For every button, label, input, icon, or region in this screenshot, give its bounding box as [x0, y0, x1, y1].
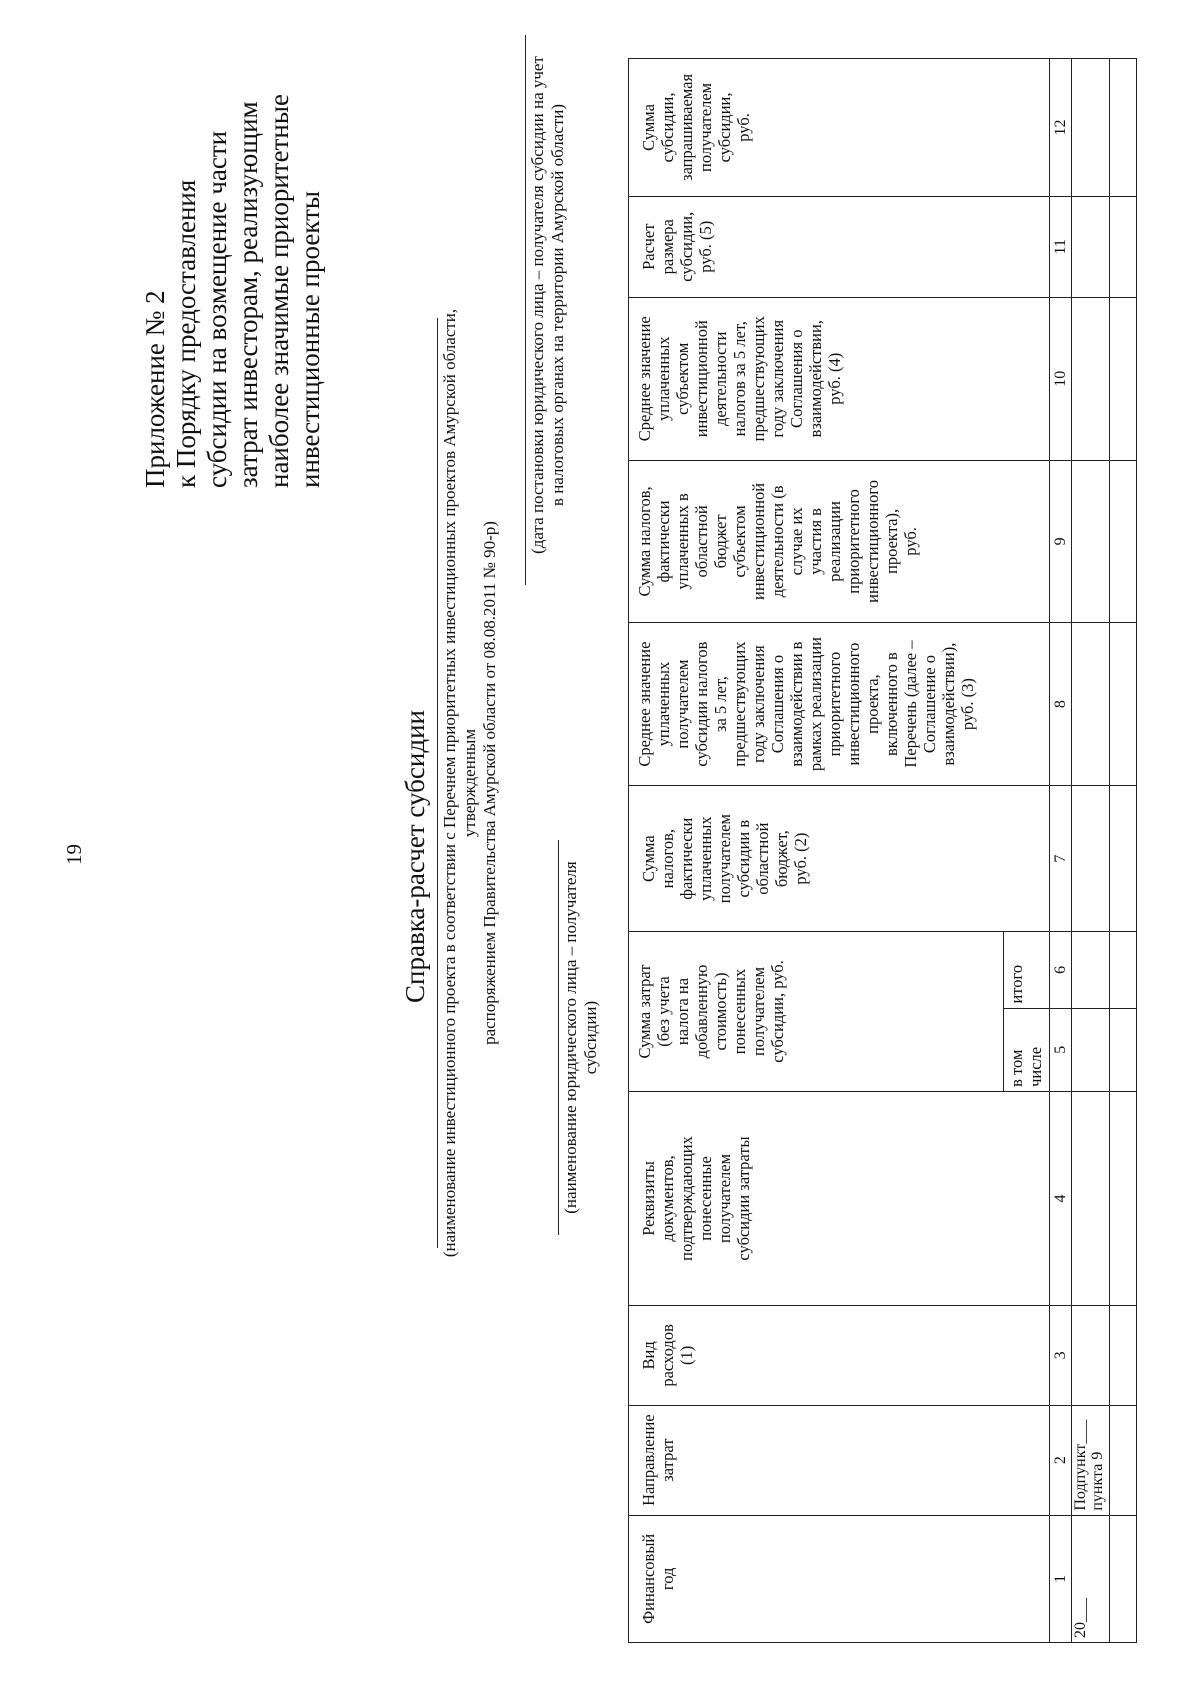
data-cell: [1072, 622, 1110, 785]
header-document-details: Реквизиты документов, подтверждающих понесенные получателем субсидии затраты: [639, 1136, 753, 1261]
page-number: 19: [62, 844, 86, 865]
data-cell: [1110, 1515, 1137, 1642]
document-title: Справка-расчет субсидии: [400, 710, 430, 1003]
data-cell: [1072, 1306, 1110, 1406]
table-row: [1072, 59, 1110, 1643]
data-cell: [1110, 1306, 1137, 1406]
header-costs-total: Сумма затрат (без учета налога на добавленную стоимость) понесенных получателем субсидии, руб.: [635, 960, 787, 1063]
recipient-name-fill-line: [558, 840, 559, 1235]
data-cell: [1110, 1091, 1137, 1305]
column-number: 6: [1050, 932, 1072, 1008]
data-cell: [1110, 1405, 1137, 1515]
data-cell: [1072, 1091, 1110, 1305]
header-taxes-paid-recipient: Сумма налогов, фактически уплаченных получателем субсидии в областной бюджет, руб. (2): [639, 814, 810, 904]
subheader-cell: [1004, 1008, 1050, 1091]
data-cell: [1110, 1008, 1137, 1091]
subheader-cell: [1004, 932, 1050, 1008]
header-cell: [629, 297, 1050, 460]
subsidy-calculation-table: [628, 58, 1137, 1643]
header-avg-taxes-recipient: Среднее значение уплаченных получателем субсидии налогов за 5 лет, предшествующих году заключения Соглашения о взаимодействии в рамках реализации приоритетного инвестиционного проекта, включенного в Перечень (далее – Соглашение о взаимодействии), руб. (3): [635, 637, 977, 772]
registration-date-fill-line: [525, 35, 526, 585]
header-financial-year: Финансовый год: [639, 1533, 677, 1624]
column-number: 7: [1050, 786, 1072, 932]
column-number: 11: [1050, 196, 1072, 297]
appendix-line: субсидии на возмещение части: [202, 130, 232, 488]
column-number: 3: [1050, 1306, 1072, 1406]
recipient-name-caption: (наименование юридического лица – получателя субсидии): [561, 861, 600, 1214]
column-number-row: [1050, 59, 1072, 1643]
header-cell: [629, 1405, 1050, 1515]
appendix-line: инвестиционные проекты: [295, 190, 325, 488]
header-subsidy-calculation: Расчет размера субсидии, руб. (5): [639, 211, 715, 282]
appendix-line: к Порядку предоставления: [171, 179, 201, 488]
column-number: 5: [1050, 1008, 1072, 1091]
data-cell: [1110, 297, 1137, 460]
data-cell: [1110, 622, 1137, 785]
column-number: 2: [1050, 1405, 1072, 1515]
column-number: 12: [1050, 59, 1072, 197]
cost-direction-value: Подпункт___ пункта 9: [1072, 1419, 1106, 1511]
data-cell-direction: [1072, 1405, 1110, 1515]
data-cell: [1072, 1008, 1110, 1091]
project-name-fill-line: [437, 318, 438, 1248]
appendix-line: наиболее значимые приоритетные: [264, 94, 294, 488]
header-avg-taxes-investor: Среднее значение уплаченных субъектом инвестиционной деятельности налогов за 5 лет, предшествующих году заключения Соглашения о взаимодействии, руб. (4): [635, 316, 844, 442]
column-number: 9: [1050, 460, 1072, 622]
project-name-caption: (наименование инвестиционного проекта в соответствии с Перечнем приоритетных инвестиционных проектов Амурской области, утвержденным распоряжением Правительства Амурской области от 08.08.2011 № 90-р): [440, 308, 499, 1258]
appendix-line: Приложение № 2: [140, 290, 170, 488]
subheader-including: в том числе: [1007, 1046, 1045, 1087]
data-cell: [1072, 59, 1110, 197]
data-cell: [1072, 786, 1110, 932]
header-cell: [629, 196, 1050, 297]
header-cell: [629, 932, 1004, 1092]
data-cell: [1110, 59, 1137, 197]
data-cell: [1110, 786, 1137, 932]
header-cell: [629, 786, 1050, 932]
data-cell: [1110, 196, 1137, 297]
column-number: 8: [1050, 622, 1072, 785]
header-cell: [629, 59, 1050, 197]
header-taxes-paid-investor: Сумма налогов, фактически уплаченных в областной бюджет субъектом инвестиционной деятельности (в случае их участия в реализации приоритетного инвестиционного проекта), руб.: [635, 479, 920, 603]
column-number: 1: [1050, 1515, 1072, 1642]
data-cell: [1110, 460, 1137, 622]
data-cell: [1072, 460, 1110, 622]
header-cell: [629, 1515, 1050, 1642]
data-cell: [1072, 297, 1110, 460]
subheader-total: итого: [1007, 964, 1026, 1004]
financial-year-value: 20___: [1072, 1598, 1089, 1638]
data-cell: [1072, 196, 1110, 297]
registration-date-caption: (дата постановки юридического лица – получателя субсидии на учет в налоговых органах на территории Амурской области): [528, 56, 567, 554]
table-row: [1110, 59, 1137, 1643]
header-expense-type: Вид расходов (1): [639, 1324, 696, 1387]
appendix-heading: [140, 94, 326, 488]
header-cell: [629, 1306, 1050, 1406]
header-cost-direction: Направление затрат: [639, 1414, 677, 1506]
column-number: 10: [1050, 297, 1072, 460]
header-cell: [629, 622, 1050, 785]
header-row: [629, 59, 1004, 1643]
data-cell-year: [1072, 1515, 1110, 1642]
column-number: 4: [1050, 1091, 1072, 1305]
header-cell: [629, 460, 1050, 622]
data-cell: [1110, 932, 1137, 1008]
data-cell: [1072, 932, 1110, 1008]
appendix-line: затрат инвесторам, реализующим: [233, 101, 263, 488]
header-subsidy-requested: Сумма субсидии, запрашиваемая получателем субсидии, руб.: [639, 73, 753, 181]
header-cell: [629, 1091, 1050, 1305]
